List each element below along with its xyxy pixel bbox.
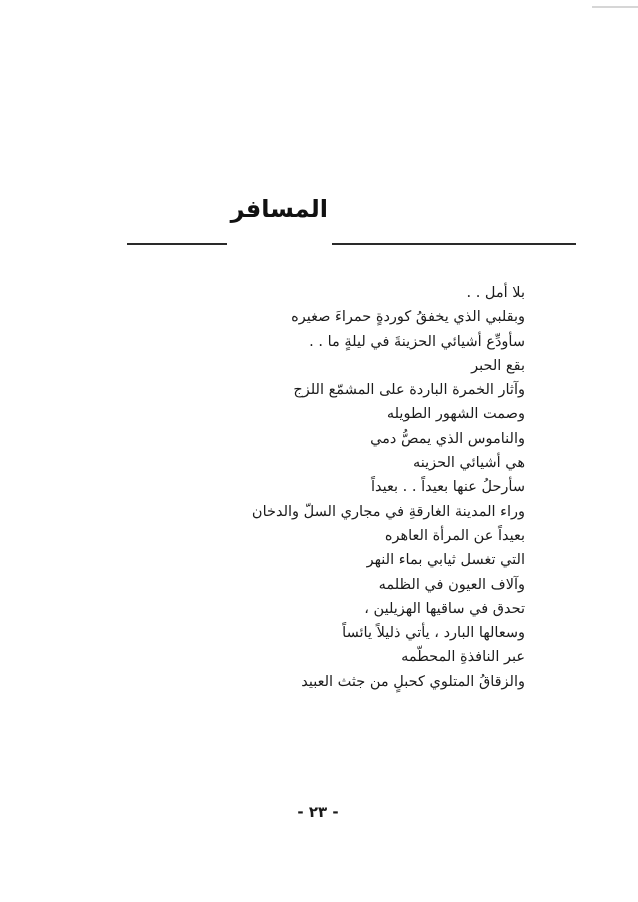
title-rule-right <box>332 243 576 245</box>
poem-line: سأودِّع أشيائي الحزينةَ في ليلةٍ ما . . <box>309 333 525 350</box>
page-number: - ٢٣ - <box>297 803 339 821</box>
poem-title: المسافر <box>230 195 328 223</box>
poem-line: والزقاقُ المتلوي كحبلٍ من جثث العبيد <box>301 673 525 690</box>
poem-body <box>225 281 525 694</box>
poem-line: التي تغسل ثيابي بماء النهر <box>366 552 525 569</box>
poem-line: بلا أمل . . <box>466 285 525 301</box>
poem-line: وصمت الشهور الطويله <box>386 406 525 423</box>
poem-line: سأرحلُ عنها بعيداً . . بعيداً <box>371 479 525 496</box>
poem-line: بعيداً عن المرأة العاهره <box>384 527 525 544</box>
poem-line: وبقلبي الذي يخفقُ كوردةٍ حمراءَ صغيره <box>291 309 525 326</box>
poem-line: عبر النافذةِ المحطّمه <box>401 649 525 666</box>
poem-line: وسعالها البارد ، يأتي ذليلاً يائساً <box>342 625 525 642</box>
poem-line: تحدق في ساقيها الهزيلين ، <box>364 600 525 617</box>
poem-line: وآلاف العيون في الظلمه <box>378 576 525 593</box>
poem-line: بقع الحبر <box>471 357 525 374</box>
title-rule-left <box>127 243 227 245</box>
poem-line: هي أشيائي الحزينه <box>412 455 525 472</box>
poem-line: وراء المدينة الغارقةِ في مجاري السلّ والدخان <box>251 503 525 520</box>
poem-line: وآثار الخمرة الباردة على المشمّع اللزج <box>293 382 525 399</box>
scan-edge-mark <box>592 6 638 8</box>
poem-line: والناموس الذي يمصُّ دمي <box>370 430 525 447</box>
